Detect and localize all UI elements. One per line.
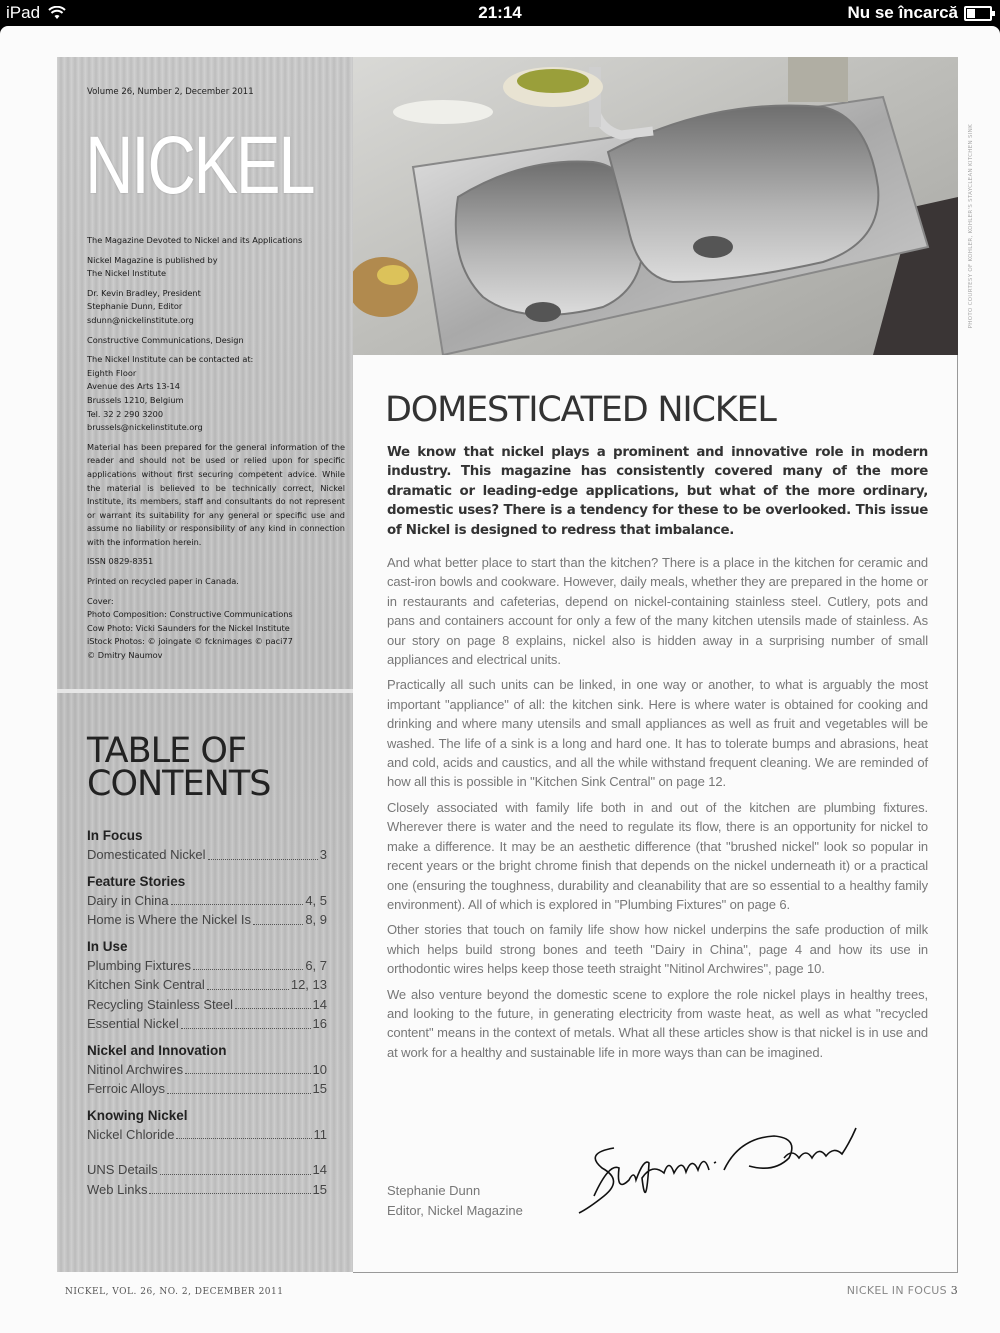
footer-section — [847, 1284, 958, 1297]
article-body — [387, 553, 928, 1068]
sidebar — [57, 57, 353, 1272]
toc-entry-page: 16 — [312, 1016, 327, 1031]
article-title: DOMESTICATED NICKEL — [385, 390, 776, 430]
toc-entry[interactable] — [87, 995, 327, 1015]
toc-entry-title: Essential Nickel — [87, 1016, 179, 1031]
publisher-line: The Nickel Institute — [87, 268, 167, 279]
toc-entry-title: Ferroic Alloys — [87, 1081, 166, 1096]
toc-entry-title: Plumbing Fixtures — [87, 957, 192, 973]
publisher — [87, 254, 345, 281]
signer-name: Stephanie Dunn — [387, 1183, 481, 1198]
toc-leader — [207, 975, 289, 990]
toc-title-line: CONTENTS — [87, 764, 271, 804]
toc-leader — [160, 1160, 311, 1175]
signer-title: Editor, Nickel Magazine — [387, 1202, 523, 1218]
sink-illustration — [353, 57, 958, 355]
cover-credits — [87, 595, 345, 663]
toc-entry[interactable] — [87, 910, 327, 930]
clock: 21:14 — [478, 3, 522, 22]
toc-entry-title: Nitinol Archwires — [87, 1061, 184, 1077]
cover-line: Cover: — [87, 595, 114, 606]
table-of-contents — [87, 819, 327, 1199]
toc-leader — [171, 891, 304, 906]
toc-section-heading: Nickel and Innovation — [87, 1042, 227, 1058]
footer-issue: NICKEL, VOL. 26, NO. 2, DECEMBER 2011 — [65, 1287, 284, 1297]
article-paragraph: And what better place to start than the kitchen? There is a place in the kitchen for ceramic and cast-iron bowls and cookware. However, daily meals, whether they are prepared in the home or in restaurants and cafeterias, depend on nickel-containing stainless steel. Cutlery, pots and pans and containers account for only a few of the many kitchen utensils made of stainless. As our story on page 8 explains, nickel also is hidden away in a surprising number of small appliances and electrical units. — [387, 555, 928, 668]
toc-title-line: TABLE OF — [87, 731, 247, 771]
toc-entry-page: 11 — [313, 1126, 327, 1142]
toc-entry[interactable] — [87, 956, 327, 976]
toc-entry-title: Nickel Chloride — [87, 1126, 175, 1142]
toc-entry-title: Web Links — [87, 1181, 148, 1197]
disclaimer: Material has been prepared for the general information of the reader and should not be used or relied upon for specific applications without first securing competent advice. While the material is believed to be technically correct, Nickel Institute, its members, staff and consultants do not represent or warrant its suitability for any general or specific use and assume no liability or responsibility of any kind in connection with the information herein. — [87, 441, 345, 547]
toc-title — [87, 731, 271, 804]
cover-line: Cow Photo: Vicki Saunders for the Nickel Institute — [87, 622, 290, 633]
cover-line: © Dmitry Naumov — [87, 650, 163, 661]
toc-entry[interactable] — [87, 1014, 327, 1034]
cover-line: iStock Photos: © joingate © fcknimages © paci77 — [87, 636, 293, 647]
toc-entry-page: 15 — [312, 1081, 327, 1096]
contact-line: The Nickel Institute can be contacted at: — [87, 354, 254, 365]
contact — [87, 353, 345, 435]
toc-entry[interactable] — [87, 1180, 327, 1200]
contact-line: brussels@nickelinstitute.org — [87, 422, 203, 433]
printed-note: Printed on recycled paper in Canada. — [87, 576, 239, 587]
toc-entry-page: 14 — [312, 1162, 327, 1177]
charging-status: Nu se încarcă — [847, 3, 958, 22]
people — [87, 287, 345, 328]
toc-entry-page: 12, 13 — [290, 977, 327, 992]
toc-section-heading: Feature Stories — [87, 873, 186, 889]
toc-section-heading: In Use — [87, 938, 128, 954]
signature — [574, 1118, 864, 1218]
toc-entry[interactable] — [87, 1125, 327, 1145]
toc-leader — [235, 995, 311, 1010]
cover-line: Photo Composition: Constructive Communications — [87, 609, 293, 620]
toc-leader — [176, 1125, 311, 1140]
sidebar-divider — [57, 689, 353, 693]
volume-line: Volume 26, Number 2, December 2011 — [87, 87, 254, 97]
publisher-line: Nickel Magazine is published by — [87, 254, 218, 265]
article-paragraph: Other stories that touch on family life show how nickel underpins the safe production of milk which helps build strong bones and teeth "Dairy in China", page 4 and how its use in orthodontic wires helps keep those teeth straight "Nitinol Archwires", page 10. — [387, 922, 928, 977]
article-paragraph: We also venture beyond the domestic scene to explore the role nickel plays in healthy trees, and looking to the future, in generating electricity from waste heat, as well as what "recycled content" means in the context of metals. What all these articles show is that nickel is in use and at work for a healthy and sustainable life in more ways than can be imagined. — [387, 986, 928, 1060]
toc-section-heading: Knowing Nickel — [87, 1107, 188, 1123]
signer — [387, 1181, 523, 1220]
page-number: 3 — [950, 1284, 958, 1297]
toc-leader — [185, 1060, 310, 1075]
toc-entry-title: Recycling Stainless Steel — [87, 996, 233, 1012]
article-lead: We know that nickel plays a prominent and innovative role in modern industry. This magazine has consistently covered many of the more dramatic or leading-edge applications, but what of the more ordinary, domestic uses? There is a tendency for these to be overlooked. This issue of Nickel is designed to redress that imbalance. — [387, 445, 928, 538]
toc-entry[interactable] — [87, 891, 327, 911]
magazine-logo: NICKEL — [85, 120, 314, 211]
toc-entry[interactable] — [87, 845, 327, 865]
issn: ISSN 0829-8351 — [87, 556, 154, 567]
toc-entry-page: 15 — [312, 1181, 327, 1197]
contact-line: Avenue des Arts 13-14 — [87, 381, 180, 392]
tagline: The Magazine Devoted to Nickel and its Applications — [87, 235, 303, 245]
toc-entry-page: 14 — [312, 996, 327, 1012]
people-line: Stephanie Dunn, Editor — [87, 301, 183, 312]
masthead-info — [87, 234, 345, 669]
contact-line: Brussels 1210, Belgium — [87, 394, 184, 405]
kitchen-sink-photo — [353, 57, 958, 355]
toc-entry-page: 8, 9 — [305, 912, 327, 927]
article-paragraph: Closely associated with family life both in and out of the kitchen are plumbing fixtures. Wherever there is water and the need to regulate its flow, there is an opportunity for nickel to make a difference. It may be an aesthetic difference (that "brushed nickel" look so popular in recent years or the bright chrome finish that depends on the nickel underneath it) or a practical one (ensuring the toughness, durability and cleanability that are so essential to a healthy family environment). All of which is explored in "Plumbing Fixtures" on page 6. — [387, 799, 928, 912]
toc-entry[interactable] — [87, 1160, 327, 1180]
toc-leader — [193, 956, 303, 971]
toc-entry[interactable] — [87, 975, 327, 995]
toc-entry-page: 3 — [319, 847, 327, 862]
toc-section-heading: In Focus — [87, 828, 143, 843]
footer-section-label: NICKEL IN FOCUS — [846, 1284, 947, 1297]
people-line: Dr. Kevin Bradley, President — [87, 287, 201, 298]
device-label: iPad — [6, 3, 41, 22]
toc-entry-title: Home is Where the Nickel Is — [87, 912, 251, 927]
toc-entry[interactable] — [87, 1060, 327, 1080]
photo-credit: PHOTO COURTESY OF KOHLER, KOHLER'S STAYCLEAN KITCHEN SINK — [968, 124, 974, 329]
toc-entry-title: Dairy in China — [87, 892, 169, 908]
design-credit: Constructive Communications, Design — [87, 334, 244, 345]
people-line: sdunn@nickelinstitute.org — [87, 314, 194, 325]
contact-line: Eighth Floor — [87, 367, 137, 378]
status-bar — [0, 0, 1000, 26]
article-paragraph: Practically all such units can be linked, in one way or another, to what is arguably the most important "appliance" of all: the kitchen sink. Here is where water is obtained for cooking and drinking and where many utensils and small appliances as well as fruit and vegetables will be washed. The life of a sink is a long and hard one. It has to tolerate bumps and abrasions, heat and cold, acids and caustics, and all the while withstand frequent cleaning. We are reminded of how all this is possible in "Kitchen Sink Central" on page 12. — [387, 677, 928, 790]
toc-leader — [181, 1014, 311, 1029]
toc-entry-title: UNS Details — [87, 1162, 158, 1177]
toc-entry-page: 10 — [312, 1061, 327, 1077]
contact-line: Tel. 32 2 290 3200 — [87, 408, 164, 419]
toc-leader — [253, 910, 303, 925]
toc-entry-page: 4, 5 — [305, 892, 327, 908]
toc-leader — [208, 845, 318, 860]
toc-entry[interactable] — [87, 1079, 327, 1099]
toc-entry-title: Domesticated Nickel — [87, 847, 206, 862]
toc-spacer — [87, 1144, 327, 1160]
toc-leader — [149, 1180, 310, 1195]
battery-icon — [964, 6, 992, 21]
toc-leader — [167, 1079, 311, 1094]
toc-entry-page: 6, 7 — [305, 957, 327, 973]
toc-entry-title: Kitchen Sink Central — [87, 977, 205, 992]
